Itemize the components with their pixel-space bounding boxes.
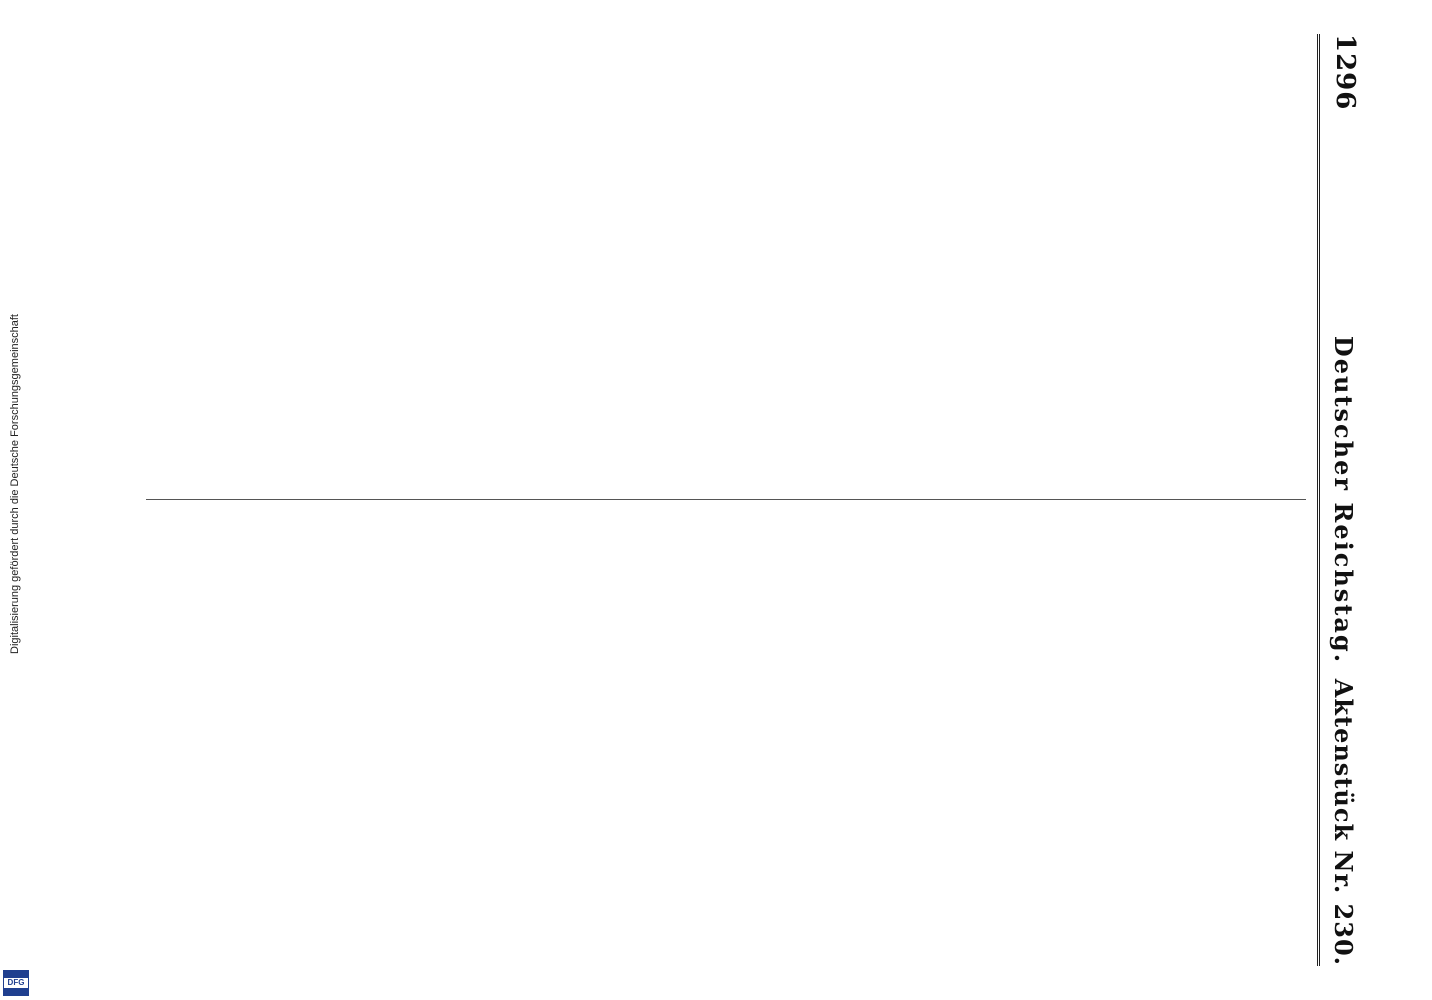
- rotated-scanned-page: [122, 0, 1382, 1000]
- dfg-logo-mark: DFG: [7, 978, 25, 987]
- sitting-label: Aktenstück Nr. 230.: [1329, 678, 1358, 966]
- digitization-credit: Digitalisierung gefördert durch die Deutsche Forschungsgemeinschaft: [9, 314, 21, 654]
- running-title: Deutscher Reichstag.: [1329, 335, 1358, 665]
- column-divider: [146, 499, 1306, 500]
- dfg-logo-icon: [3, 970, 29, 996]
- body-columns: [146, 34, 1306, 966]
- page-number: 1296: [1330, 34, 1360, 111]
- dfg-logo-bar-bottom: [4, 988, 28, 995]
- left-column: [146, 34, 1306, 486]
- right-column: [146, 514, 1306, 966]
- dfg-logo-bar-top: [4, 971, 28, 978]
- page-header: [1317, 34, 1364, 966]
- digitization-credit-strip: [0, 0, 30, 1000]
